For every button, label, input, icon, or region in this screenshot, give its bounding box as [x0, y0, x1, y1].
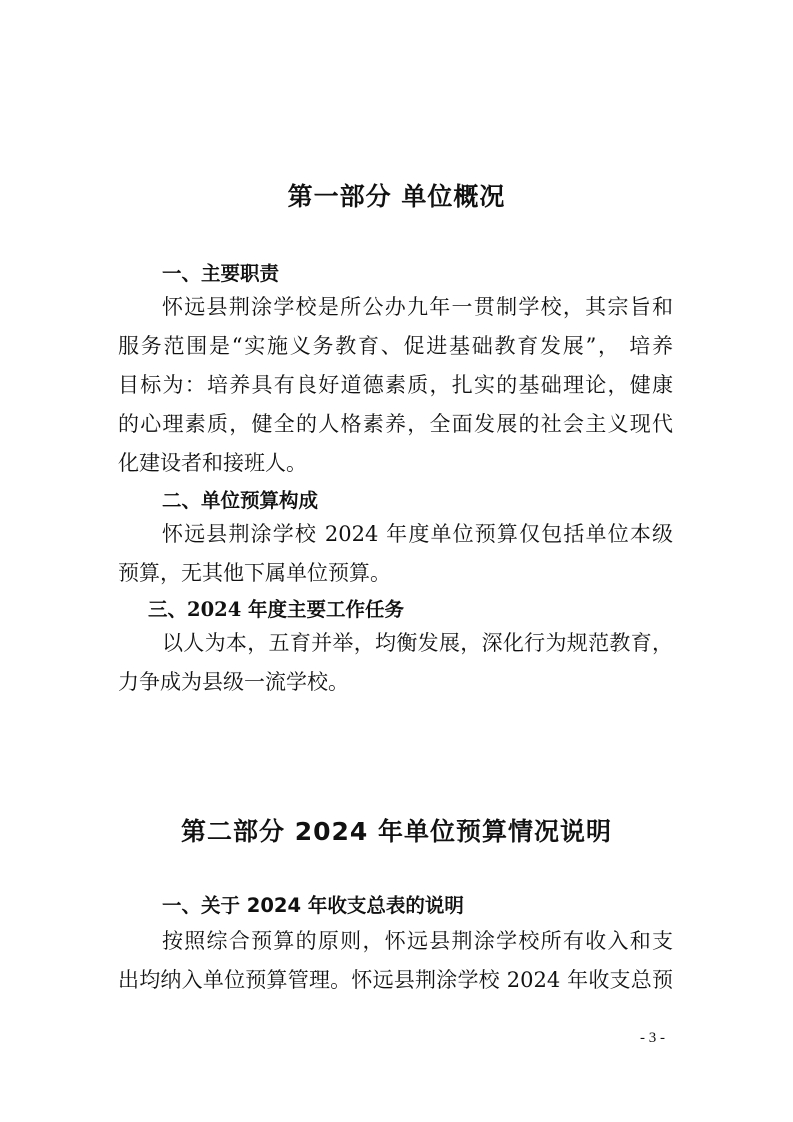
part1-section1-line: 怀远县荆涂学校是所公办九年一贯制学校，其宗旨和: [162, 295, 673, 319]
part2-section1-line: 出均纳入单位预算管理。怀远县荆涂学校 2024 年收支总预: [118, 968, 673, 992]
part1-section2-heading: 二、单位预算构成: [162, 489, 319, 512]
part1-section1-line: 化建设者和接班人。: [118, 451, 307, 475]
part1-section2-line: 预算，无其他下属单位预算。: [118, 561, 391, 585]
part1-section1-line: 的心理素质，健全的人格素养，全面发展的社会主义现代: [118, 412, 673, 436]
part1-section3-line: 力争成为县级一流学校。: [118, 670, 349, 694]
part1-title: 第一部分 单位概况: [287, 182, 506, 211]
part1-section2-line: 怀远县荆涂学校 2024 年度单位预算仅包括单位本级: [162, 522, 673, 546]
page-number: - 3 -: [640, 1030, 665, 1046]
part1-section1-heading: 一、主要职责: [162, 262, 280, 285]
part2-section1-line: 按照综合预算的原则，怀远县荆涂学校所有收入和支: [162, 929, 673, 953]
part2-title: 第二部分 2024 年单位预算情况说明: [181, 817, 612, 846]
part1-section3-line: 以人为本，五育并举，均衡发展，深化行为规范教育，: [162, 631, 673, 655]
part2-section1-heading: 一、关于 2024 年收支总表的说明: [162, 894, 464, 917]
part1-section3-heading: 三、2024 年度主要工作任务: [148, 598, 405, 621]
part1-section1-line: 目标为：培养具有良好道德素质，扎实的基础理论，健康: [118, 373, 673, 397]
part1-section1-line: 服务范围是“实施义务教育、促进基础教育发展”， 培养: [118, 334, 673, 358]
